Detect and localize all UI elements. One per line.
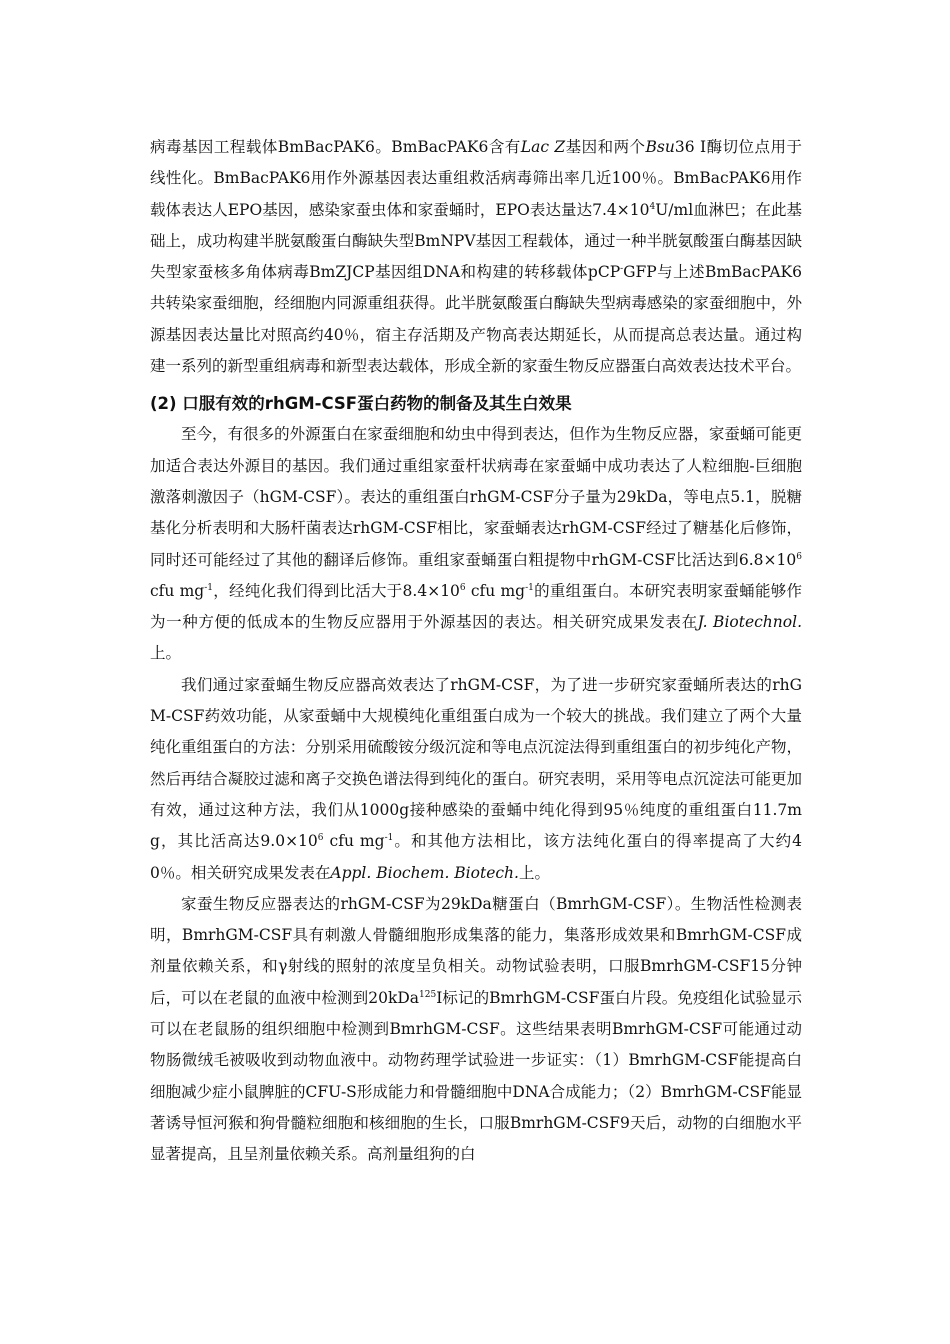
text-run: 病毒基因工程载体BmBacPAK6。BmBacPAK6含有	[150, 138, 521, 156]
superscript: 125	[419, 989, 437, 1000]
text-run: 家蚕生物反应器表达的rhGM-CSF为29kDa糖蛋白（BmrhGM-CSF）。生物活性检测表明，BmrhGM-CSF具有刺激人骨髓细胞形成集落的能力，集落形成效果和BmrhGM-CSF成剂量依赖关系，和γ射线的照射的浓度呈负相关。动物试验表明，口服BmrhGM-CSF15分钟后，可以在老鼠的血液中检测到20kDa	[150, 894, 802, 1007]
superscript: -1	[204, 582, 214, 593]
superscript: 4	[649, 201, 656, 212]
superscript: 6	[459, 582, 466, 593]
italic-term: Lac Z	[520, 138, 566, 156]
italic-term: Bsu	[645, 138, 675, 156]
text-run: 我们通过家蚕蛹生物反应器高效表达了rhGM-CSF，为了进一步研究家蚕蛹所表达的rhGM-CSF药效功能，从家蚕蛹中大规模纯化重组蛋白成为一个较大的挑战。我们建立了两个大量纯化重组蛋白的方法：分别采用硫酸铵分级沉淀和等电点沉淀法得到重组蛋白的初步纯化产物，然后再结合凝胶过滤和离子交换色谱法得到纯化的蛋白。研究表明，采用等电点沉淀法可能更加有效，通过这种方法，我们从1000g接种感染的蚕蛹中纯化得到95％纯度的重组蛋白11.7mg，其比活高达9.0×10	[150, 675, 802, 851]
document-page	[150, 132, 802, 1171]
text-run: 至今，有很多的外源蛋白在家蚕细胞和幼虫中得到表达，但作为生物反应器，家蚕蛹可能更加适合表达外源目的基因。我们通过重组家蚕杆状病毒在家蚕蛹中成功表达了人粒细胞-巨细胞激落刺激因子（hGM-CSF）。表达的重组蛋白rhGM-CSF分子量为29kDa，等电点5.1，脱糖基化分析表明和大肠杆菌表达rhGM-CSF相比，家蚕蛹表达rhGM-CSF经过了糖基化后修饰，同时还可能经过了其他的翻译后修饰。重组家蚕蛹蛋白粗提物中rhGM-CSF比活达到6.8×10	[150, 425, 802, 569]
italic-term: J. Biotechnol.	[697, 613, 802, 632]
paragraph-purification	[150, 670, 802, 889]
superscript: -1	[384, 833, 394, 844]
superscript: -	[620, 264, 624, 275]
text-run: GFP与上述BmBacPAK6共转染家蚕细胞，经细胞内同源重组获得。此半胱氨酸蛋白酶缺失型病毒感染的家蚕细胞中，外源基因表达量比对照高约40％，宿主存活期及产物高表达期延长，从而提高总表达量。通过构建一系列的新型重组病毒和新型表达载体，形成全新的家蚕生物反应器蛋白高效表达技术平台。	[150, 263, 802, 376]
paragraph-vector	[150, 132, 802, 382]
text-run: 基因和两个	[565, 138, 646, 156]
superscript: 6	[317, 833, 324, 844]
italic-term: Appl. Biochem. Biotech.	[330, 863, 519, 882]
text-run: cfu mg	[465, 581, 526, 600]
superscript: -1	[525, 582, 534, 593]
paragraph-expression	[150, 419, 802, 669]
text-run: 。和其他方法相比，该方法纯化蛋白的得率提高了大约40％。相关研究成果发表在	[150, 832, 802, 882]
text-run: cfu mg	[323, 832, 385, 851]
text-run: 的重组蛋白。本研究表明家蚕蛹能够作为一种方便的低成本的生物反应器用于外源基因的表达。相关研究成果发表在	[150, 581, 802, 632]
text-run: U/ml血淋巴；在此基础上，成功构建半胱氨酸蛋白酶缺失型BmNPV基因工程载体，通过一种半胱氨酸蛋白酶基因缺失型家蚕核多角体病毒BmZJCP基因组DNA和构建的转移载体pCP	[150, 200, 802, 282]
text-run: I标记的BmrhGM-CSF蛋白片段。免疫组化试验显示可以在老鼠肠的组织细胞中检测到BmrhGM-CSF。这些结果表明BmrhGM-CSF可能通过动物肠微绒毛被吸收到动物血液中。动物药理学试验进一步证实：（1）BmrhGM-CSF能提高白细胞减少症小鼠脾脏的CFU-S形成能力和骨髓细胞中DNA合成能力；（2）BmrhGM-CSF能显著诱导恒河猴和狗骨髓粒细胞和核细胞的生长，口服BmrhGM-CSF9天后，动物的白细胞水平显著提高，且呈剂量依赖关系。高剂量组狗的白	[150, 988, 802, 1164]
paragraph-bioactivity	[150, 889, 802, 1171]
text-run: ，经纯化我们得到比活大于8.4×10	[213, 581, 460, 600]
text-run: 上。	[518, 863, 550, 882]
text-run: 上。	[150, 644, 182, 663]
text-run: (2) 口服有效的rhGM-CSF蛋白药物的制备及其生白效果	[150, 394, 572, 414]
section-heading	[150, 388, 802, 419]
text-run: 36 I酶切位点用于线性化。BmBacPAK6用作外源基因表达重组救活病毒筛出率几近100％。BmBacPAK6用作载体表达人EPO基因，感染家蚕虫体和家蚕蛹时，EPO表达量达7.4×10	[150, 138, 802, 219]
superscript: 6	[796, 551, 802, 562]
text-run: cfu mg	[150, 581, 205, 600]
